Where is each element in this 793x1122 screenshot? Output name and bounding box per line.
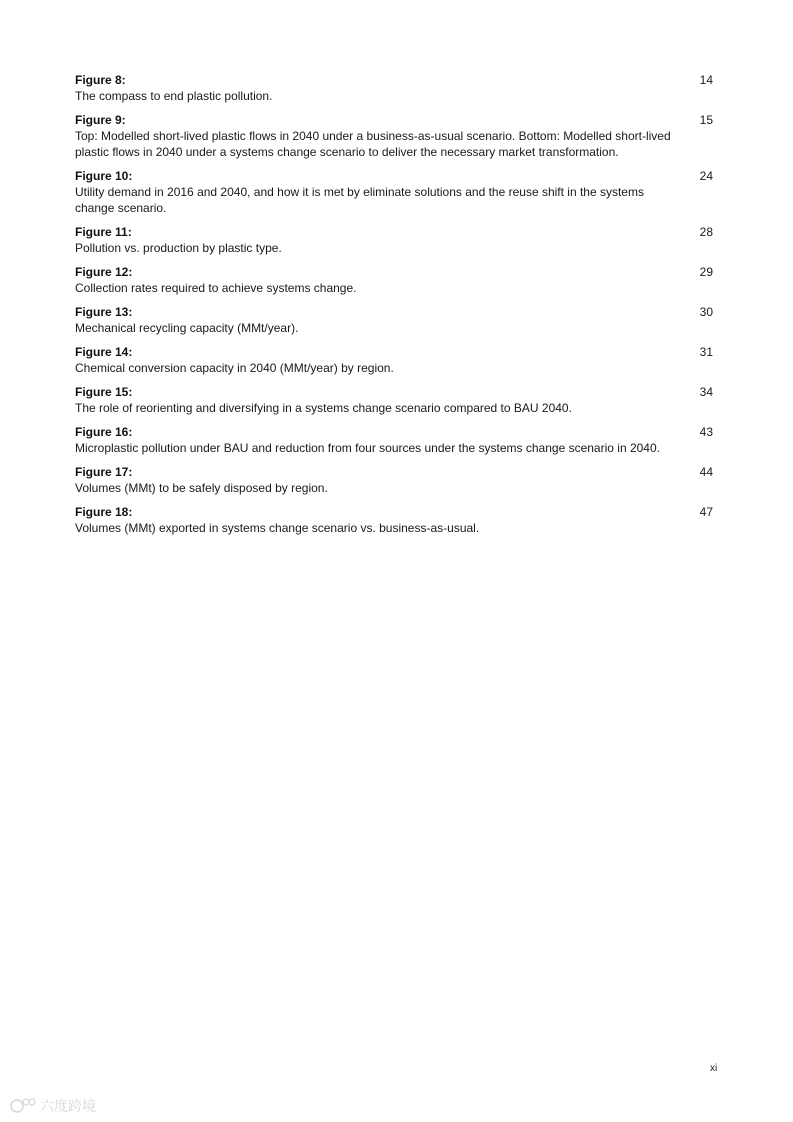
figure-description: Mechanical recycling capacity (MMt/year). [75, 321, 299, 335]
figure-label: Figure 16: [75, 425, 133, 439]
page-number: 14 [699, 73, 713, 87]
figure-description: Utility demand in 2016 and 2040, and how it is met by eliminate solutions and the reuse shift in the systems change scenario. [75, 185, 644, 215]
figure-description: Microplastic pollution under BAU and reduction from four sources under the systems change scenario in 2040. [75, 441, 660, 455]
figure-label: Figure 13: [75, 305, 133, 319]
page-number: 28 [699, 225, 713, 239]
toc-entry-figure-8[interactable] [75, 72, 715, 104]
figure-description: The compass to end plastic pollution. [75, 89, 273, 103]
figure-label: Figure 10: [75, 169, 133, 183]
toc-entry-figure-15[interactable] [75, 384, 715, 416]
figure-description: Top: Modelled short-lived plastic flows in 2040 under a business-as-usual scenario. Bottom: Modelled short-lived plastic flows in 2040 under a systems change scenario to deliver the necessary market transformation. [75, 129, 671, 159]
watermark-text: 六度跨境 [40, 1099, 96, 1115]
figure-label: Figure 8: [75, 73, 126, 87]
figure-description: Pollution vs. production by plastic type. [75, 241, 282, 255]
toc-entry-figure-10[interactable] [75, 168, 715, 216]
brand-logo-icon [8, 1094, 108, 1118]
page-number: 34 [699, 385, 713, 399]
toc-entry-figure-11[interactable] [75, 224, 715, 256]
figure-description: Chemical conversion capacity in 2040 (MMt/year) by region. [75, 361, 394, 375]
figure-description: Volumes (MMt) exported in systems change scenario vs. business-as-usual. [75, 521, 480, 535]
page-number: 15 [699, 113, 713, 127]
figure-description: The role of reorienting and diversifying in a systems change scenario compared to BAU 2040. [75, 401, 572, 415]
figure-label: Figure 15: [75, 385, 133, 399]
list-of-figures [75, 72, 715, 544]
figure-label: Figure 18: [75, 505, 133, 519]
figure-label: Figure 14: [75, 345, 133, 359]
page-number: 24 [699, 169, 713, 183]
figure-label: Figure 17: [75, 465, 133, 479]
page-number: 30 [699, 305, 713, 319]
page-folio: xi [710, 1063, 718, 1074]
toc-entry-figure-17[interactable] [75, 464, 715, 496]
toc-entry-figure-9[interactable] [75, 112, 715, 160]
toc-entry-figure-14[interactable] [75, 344, 715, 376]
figure-description: Volumes (MMt) to be safely disposed by region. [75, 481, 328, 495]
page-number: 31 [699, 345, 713, 359]
page-number: 44 [699, 465, 713, 479]
figure-description: Collection rates required to achieve systems change. [75, 281, 357, 295]
page-number: 29 [699, 265, 713, 279]
page-number: 43 [699, 425, 713, 439]
toc-entry-figure-13[interactable] [75, 304, 715, 336]
page-number: 47 [699, 505, 713, 519]
figure-label: Figure 12: [75, 265, 133, 279]
toc-entry-figure-18[interactable] [75, 504, 715, 536]
toc-entry-figure-12[interactable] [75, 264, 715, 296]
figure-label: Figure 9: [75, 113, 126, 127]
figure-label: Figure 11: [75, 225, 132, 239]
toc-entry-figure-16[interactable] [75, 424, 715, 456]
